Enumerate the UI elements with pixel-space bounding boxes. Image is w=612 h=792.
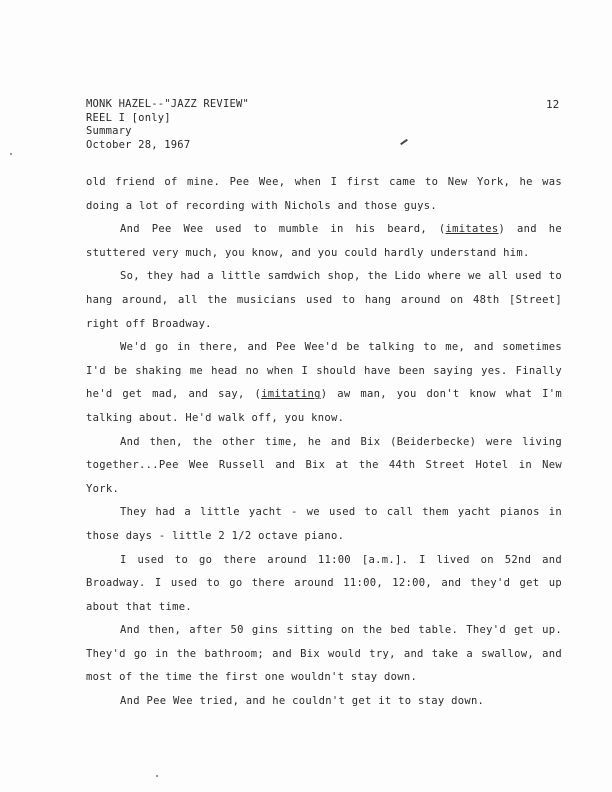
paragraph-text: And Pee Wee tried, and he couldn't get it to stay down. <box>120 695 485 708</box>
transcript-body <box>86 171 562 714</box>
paragraph-text: And Pee Wee used to mumble in his beard, ( <box>120 223 446 236</box>
underlined-stage-direction: imitating <box>261 388 321 401</box>
header-title: MONK HAZEL--"JAZZ REVIEW" <box>86 98 250 110</box>
paragraph <box>86 619 562 690</box>
paragraph-text: ) and he stuttered very much, you know, and you could hardly understand him. <box>86 223 562 259</box>
paragraph <box>86 218 562 265</box>
paragraph <box>86 336 562 430</box>
paragraph-text: ) aw man, you don't know what I'm talking about. He'd walk off, you know. <box>86 388 562 424</box>
paragraph <box>86 431 562 502</box>
header-reel: REEL I [only] <box>86 111 171 124</box>
paragraph <box>86 265 562 336</box>
scan-speck <box>156 775 158 777</box>
underlined-stage-direction: imitates <box>445 223 499 236</box>
header-summary: Summary <box>86 125 132 137</box>
paragraph <box>86 690 562 714</box>
paragraph-text: We'd go in there, and Pee Wee'd be talking to me, and sometimes I'd be shaking me head no when I should have been saying yes. Finally he'd get mad, and say, ( <box>86 341 562 401</box>
paragraph-text: old friend of mine. Pee Wee, when I first came to New York, he was doing a lot of recording with Nichols and those guys. <box>86 176 562 212</box>
scan-speck <box>10 153 12 155</box>
paragraph-text: And then, after 50 gins sitting on the bed table. They'd get up. They'd go in the bathroom; and Bix would try, and take a swallow, and most of the time the first one wouldn't stay down. <box>86 624 562 684</box>
paragraph <box>86 171 562 218</box>
paragraph-text: I used to go there around 11:00 [a.m.]. I lived on 52nd and Broadway. I used to go there around 11:00, 12:00, and they'd get up about that time. <box>86 553 562 613</box>
document-header <box>86 98 249 152</box>
paragraph <box>86 501 562 548</box>
paragraph-text: And then, the other time, he and Bix (Beiderbecke) were living together...Pee Wee Russell and Bix at the 44th Street Hotel in New York. <box>86 435 562 495</box>
paragraph-text: They had a little yacht - we used to call them yacht pianos in those days - little 2 1/2 octave piano. <box>86 506 562 542</box>
page-number: 12 <box>546 98 560 111</box>
paragraph <box>86 549 562 620</box>
header-date: October 28, 1967 <box>86 138 191 151</box>
paragraph-text: So, they had a little sandwich shop, the Lido where we all used to hang around, all the musicians used to hang around on 48th [Street] right off Broadway. <box>86 270 562 330</box>
pen-mark <box>400 139 408 145</box>
